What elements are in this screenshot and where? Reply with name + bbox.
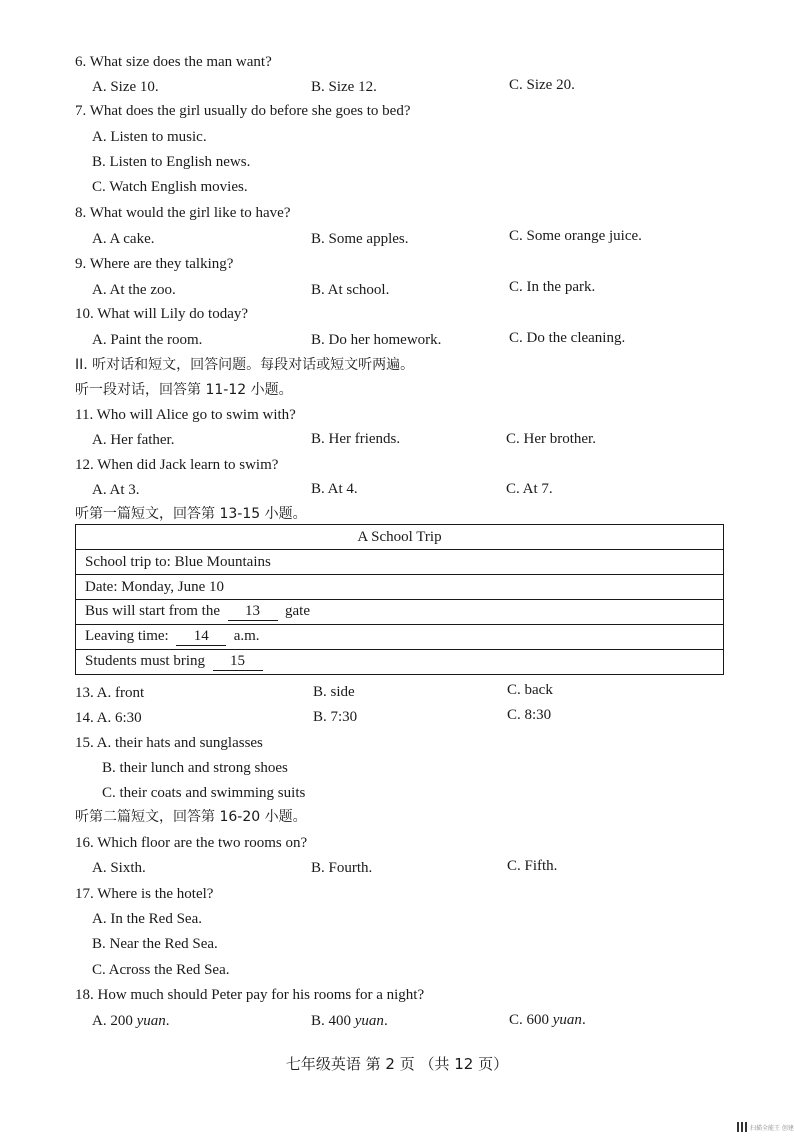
q16-option-b: B. Fourth. xyxy=(311,860,373,876)
q18-stem: 18. How much should Peter pay for his rooms for a night? xyxy=(75,987,425,1003)
q13-option-c: C. back xyxy=(507,682,553,698)
q18-unit-c: yuan xyxy=(552,1012,582,1028)
q9-stem: 9. Where are they talking? xyxy=(75,256,234,272)
q16-option-c: C. Fifth. xyxy=(507,858,558,874)
blank-15: 15 xyxy=(213,653,263,671)
q15-option-a: 15. A. their hats and sunglasses xyxy=(75,735,263,751)
q11-option-c: C. Her brother. xyxy=(506,431,596,447)
q17-option-a: A. In the Red Sea. xyxy=(92,911,202,927)
q18-unit-a: yuan xyxy=(136,1013,166,1029)
q6-option-b: B. Size 12. xyxy=(311,79,377,95)
section-2-intro: 听一段对话，回答第 11-12 小题。 xyxy=(75,382,293,398)
q14-option-b: B. 7:30 xyxy=(313,709,358,725)
q11-stem: 11. Who will Alice go to swim with? xyxy=(75,407,296,423)
passage-1-intro: 听第一篇短文，回答第 13-15 小题。 xyxy=(75,506,307,522)
q7-option-c: C. Watch English movies. xyxy=(92,179,248,195)
q11-option-a: A. Her father. xyxy=(92,432,175,448)
passage-2-intro: 听第二篇短文，回答第 16-20 小题。 xyxy=(75,809,307,825)
q17-option-c: C. Across the Red Sea. xyxy=(92,962,230,978)
q10-option-c: C. Do the cleaning. xyxy=(509,330,626,346)
trip-destination: School trip to: Blue Mountains xyxy=(76,550,724,575)
q17-option-b: B. Near the Red Sea. xyxy=(92,936,218,952)
trip-bring: Students must bring 15 xyxy=(76,650,724,675)
q17-stem: 17. Where is the hotel? xyxy=(75,886,214,902)
q10-option-a: A. Paint the room. xyxy=(92,332,203,348)
q6-stem: 6. What size does the man want? xyxy=(75,54,272,70)
q14-option-c: C. 8:30 xyxy=(507,707,552,723)
q13-option-a: 13. A. front xyxy=(75,685,145,701)
scanner-watermark: 扫描全能王 创建 xyxy=(750,1125,794,1132)
q9-option-c: C. In the park. xyxy=(509,279,596,295)
q9-option-a: A. At the zoo. xyxy=(92,282,176,298)
q8-option-a: A. A cake. xyxy=(92,231,155,247)
section-2-title: II. 听对话和短文，回答问题。每段对话或短文听两遍。 xyxy=(75,357,415,373)
q6-option-a: A. Size 10. xyxy=(92,79,159,95)
q7-stem: 7. What does the girl usually do before she goes to bed? xyxy=(75,103,411,119)
school-trip-table xyxy=(75,524,724,675)
trip-date: Date: Monday, June 10 xyxy=(76,575,724,600)
q10-option-b: B. Do her homework. xyxy=(311,332,442,348)
q6-option-c: C. Size 20. xyxy=(509,77,575,93)
q18-option-b: B. 400 yuan. xyxy=(311,1013,388,1029)
q13-option-b: B. side xyxy=(313,684,355,700)
q8-option-c: C. Some orange juice. xyxy=(509,228,642,244)
page-footer: 七年级英语 第 2 页 （共 12 页） xyxy=(285,1055,509,1073)
q8-stem: 8. What would the girl like to have? xyxy=(75,205,291,221)
blank-14: 14 xyxy=(176,628,226,646)
q12-option-a: A. At 3. xyxy=(92,482,140,498)
q18-unit-b: yuan xyxy=(354,1013,384,1029)
q8-option-b: B. Some apples. xyxy=(311,231,409,247)
q9-option-b: B. At school. xyxy=(311,282,390,298)
q18-option-a: A. 200 yuan. xyxy=(92,1013,170,1029)
q16-stem: 16. Which floor are the two rooms on? xyxy=(75,835,308,851)
blank-13: 13 xyxy=(228,603,278,621)
q10-stem: 10. What will Lily do today? xyxy=(75,306,249,322)
q15-option-c: C. their coats and swimming suits xyxy=(102,785,306,801)
q11-option-b: B. Her friends. xyxy=(311,431,401,447)
q12-stem: 12. When did Jack learn to swim? xyxy=(75,457,279,473)
q12-option-b: B. At 4. xyxy=(311,481,358,497)
q7-option-b: B. Listen to English news. xyxy=(92,154,251,170)
q16-option-a: A. Sixth. xyxy=(92,860,146,876)
trip-table-title: A School Trip xyxy=(76,525,724,550)
q18-option-c: C. 600 yuan. xyxy=(509,1012,586,1028)
q15-option-b: B. their lunch and strong shoes xyxy=(102,760,288,776)
q7-option-a: A. Listen to music. xyxy=(92,129,207,145)
trip-leaving-time: Leaving time: 14 a.m. xyxy=(76,625,724,650)
qr-code-icon xyxy=(737,1122,747,1132)
q12-option-c: C. At 7. xyxy=(506,481,553,497)
trip-bus-start: Bus will start from the 13 gate xyxy=(76,600,724,625)
q14-option-a: 14. A. 6:30 xyxy=(75,710,142,726)
